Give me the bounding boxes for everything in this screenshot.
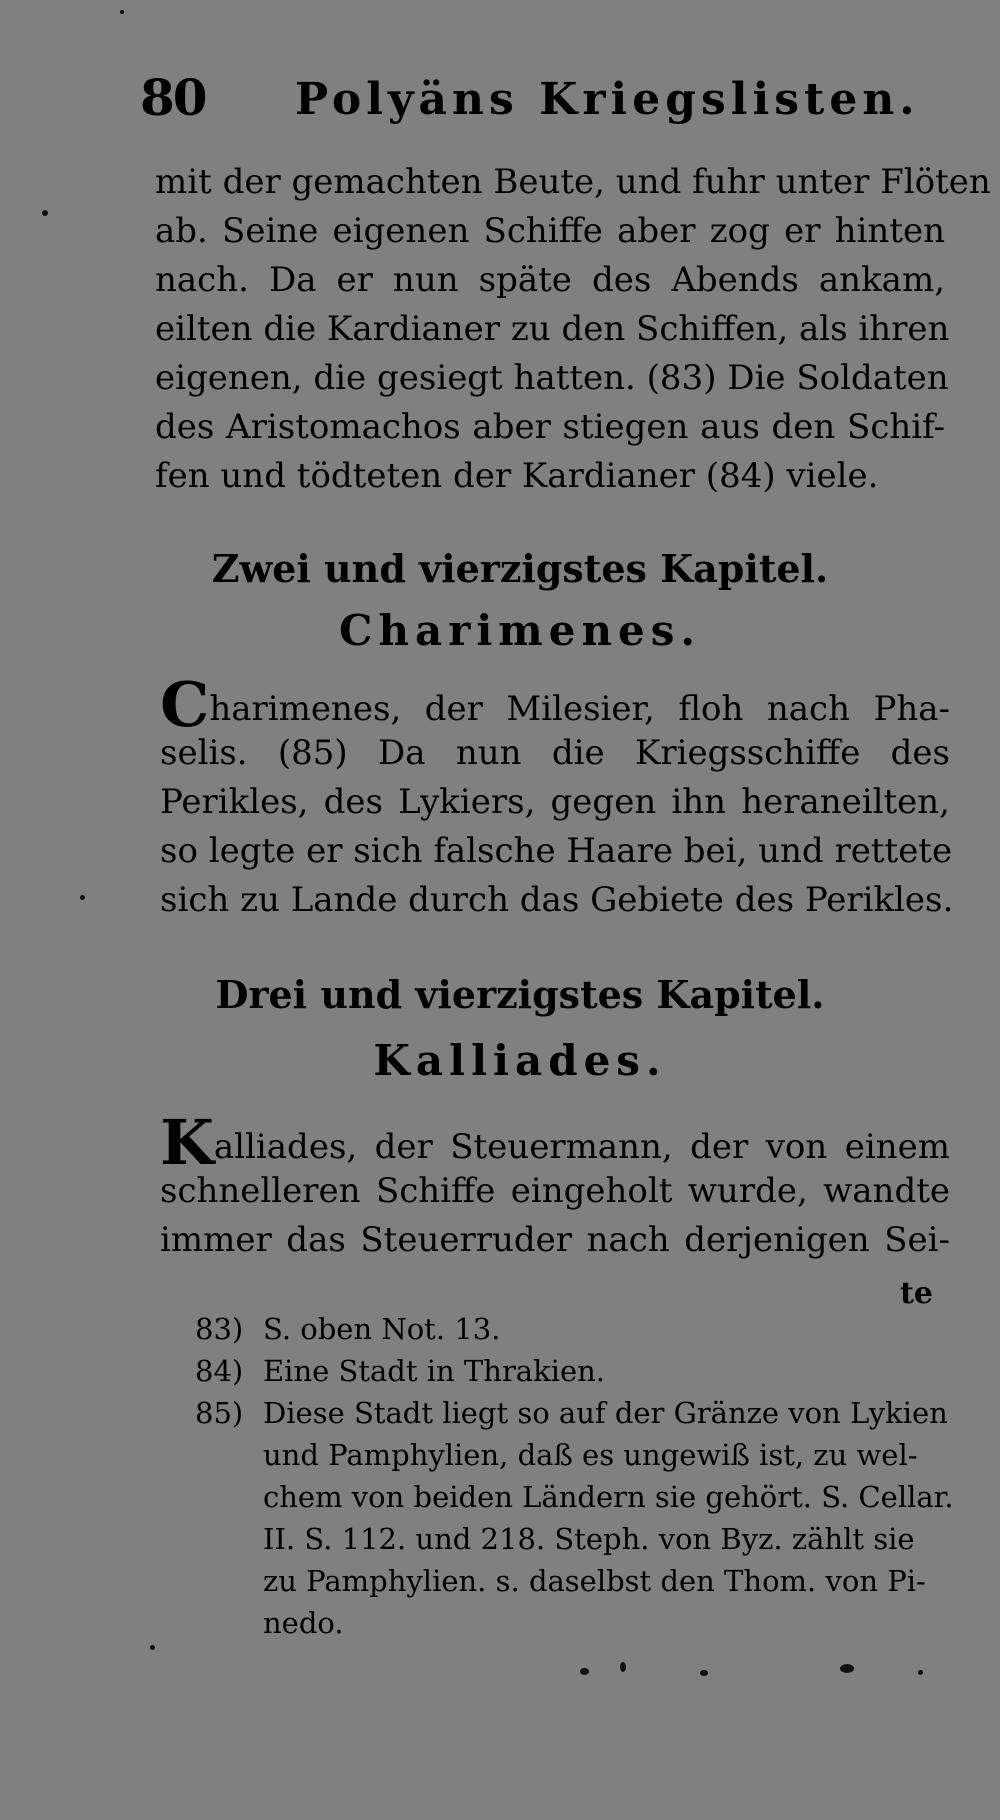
scan-speck <box>918 1670 923 1675</box>
drop-initial: K <box>160 1106 214 1179</box>
continuation-paragraph <box>155 158 991 501</box>
footnote-text: zu Pamphylien. s. daselbst den Thom. von Pi- <box>263 1564 926 1598</box>
footnote-text: Eine Stadt in Thrakien. <box>263 1354 605 1388</box>
scan-speck <box>620 1662 626 1672</box>
catchword: te <box>900 1276 933 1311</box>
chapter-42-name: Charimenes. <box>339 606 701 655</box>
text-line: selis. (85) Da nun die Kriegsschiffe des <box>160 733 950 773</box>
footnote-label: 83) <box>195 1312 244 1346</box>
text-line: schnelleren Schiffe eingeholt wurde, wandte <box>160 1171 950 1211</box>
drop-initial: C <box>160 668 210 741</box>
scan-speck <box>120 10 124 14</box>
text-line: immer das Steuerruder nach derjenigen Sei- <box>160 1220 950 1260</box>
text-line: mit der gemachten Beute, und fuhr unter Flöten <box>155 162 991 202</box>
text-line: sich zu Lande durch das Gebiete des Perikles. <box>160 880 954 920</box>
text-line: alliades, der Steuermann, der von einem <box>213 1127 950 1167</box>
scan-speck <box>150 1645 155 1650</box>
scan-speck <box>580 1668 589 1675</box>
scan-speck <box>700 1670 708 1676</box>
footnote-text: chem von beiden Ländern sie gehört. S. Cellar. <box>263 1480 954 1514</box>
chapter-43-heading: Drei und vierzigstes Kapitel. <box>215 972 825 1017</box>
footnotes <box>195 1308 955 1644</box>
footnote-text: S. oben Not. 13. <box>263 1312 501 1346</box>
footnote-label: 85) <box>195 1396 244 1430</box>
text-line: nach. Da er nun späte des Abends ankam, <box>155 260 945 300</box>
footnote-text: und Pamphylien, daß es ungewiß ist, zu wel- <box>263 1438 918 1472</box>
text-line: eilten die Kardianer zu den Schiffen, als ihren <box>155 309 950 349</box>
scan-speck <box>840 1664 854 1673</box>
chapter-43-name: Kalliades. <box>373 1036 667 1085</box>
footnote-text: Diese Stadt liegt so auf der Gränze von Lykien <box>263 1396 948 1430</box>
footnote-label: 84) <box>195 1354 244 1388</box>
text-line: eigenen, die gesiegt hatten. (83) Die Soldaten <box>155 358 949 398</box>
chapter-42-heading: Zwei und vierzigstes Kapitel. <box>211 546 829 591</box>
scan-speck <box>80 895 85 900</box>
chapter-42-paragraph <box>160 668 954 925</box>
text-line: ab. Seine eigenen Schiffe aber zog er hinten <box>155 211 945 251</box>
text-line: Perikles, des Lykiers, gegen ihn heraneilten, <box>160 782 950 822</box>
chapter-43-paragraph <box>160 1106 950 1265</box>
footnote-84 <box>195 1350 955 1392</box>
scan-speck <box>42 210 48 216</box>
footnote-85 <box>195 1392 955 1434</box>
text-line: des Aristomachos aber stiegen aus den Schif- <box>155 407 945 447</box>
footnote-text: nedo. <box>263 1606 344 1640</box>
footnote-83 <box>195 1308 955 1350</box>
running-title: Polyäns Kriegslisten. <box>295 74 920 125</box>
text-line: fen und tödteten der Kardianer (84) viele. <box>155 456 879 496</box>
page-header <box>140 60 940 140</box>
footnote-text: II. S. 112. und 218. Steph. von Byz. zählt sie <box>263 1522 915 1556</box>
text-line: so legte er sich falsche Haare bei, und rettete <box>160 831 953 871</box>
page-number: 80 <box>140 68 206 127</box>
text-line: harimenes, der Milesier, floh nach Pha- <box>209 689 950 729</box>
